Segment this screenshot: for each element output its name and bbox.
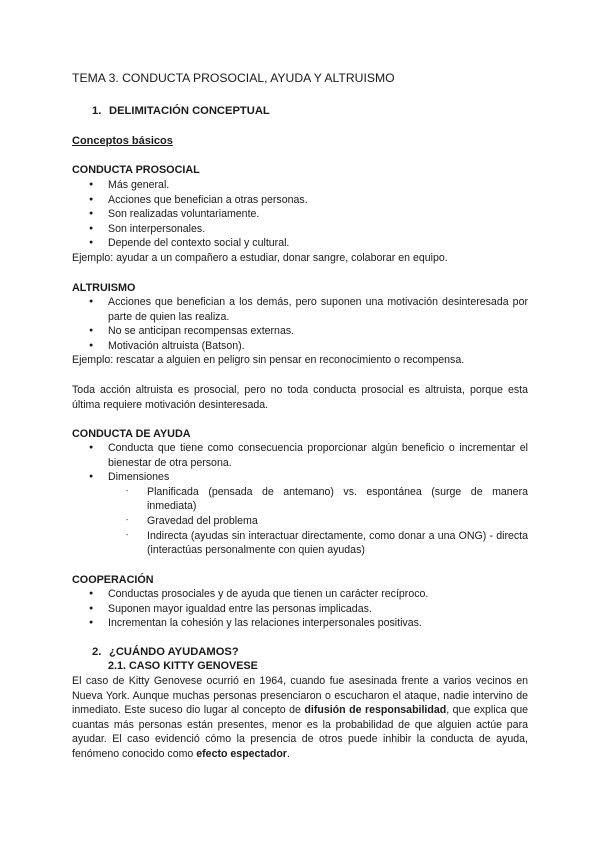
section-1-heading (92, 104, 270, 119)
list-item: - Gravedad del problema (72, 514, 528, 529)
prosocial-list (72, 178, 528, 251)
altruismo-list (72, 295, 528, 353)
cooperacion-list (72, 587, 528, 631)
section-2-label: ¿CUÁNDO AYUDAMOS? (109, 646, 239, 658)
list-item: ● Son realizadas voluntariamente. (72, 207, 528, 222)
section-2-1-heading: 2.1. CASO KITTY GENOVESE (108, 660, 258, 672)
list-item: ● Son interpersonales. (72, 222, 528, 237)
ayuda-list (72, 441, 528, 558)
list-item: ● Acciones que benefician a otras personas. (72, 193, 528, 208)
list-item: ● Más general. (72, 178, 528, 193)
altruismo-example: Ejemplo: rescatar a alguien en peligro sin pensar en reconocimiento o recompensa. (72, 354, 465, 366)
page-title: TEMA 3. CONDUCTA PROSOCIAL, AYUDA Y ALTRUISMO (72, 71, 395, 85)
altruismo-heading: ALTRUISMO (72, 282, 136, 294)
kitty-text-2: , que explica que cuantas más personas están presentes, menor es la probabilidad de que alguien actúe para ayudar. El caso evidenció cómo la presencia de otros puede inhibir la conducta de ayuda, fenómeno conocido como (72, 704, 529, 760)
prosocial-heading: CONDUCTA PROSOCIAL (72, 164, 200, 176)
basics-subheading: Conceptos básicos (72, 135, 173, 147)
list-item: ● Depende del contexto social y cultural. (72, 236, 528, 251)
dimensions-list (72, 485, 528, 558)
cooperacion-heading: COOPERACIÓN (72, 574, 154, 586)
altruism-note: Toda acción altruista es prosocial, pero no toda conducta prosocial es altruista, porque esta última requiere motivación desinteresada. (72, 384, 528, 411)
kitty-bold-2: efecto espectador (196, 747, 287, 760)
kitty-text-3: . (286, 747, 290, 760)
list-item: ● Suponen mayor igualdad entre las personas implicadas. (72, 602, 528, 617)
dimensions-label: Dimensiones (108, 471, 170, 484)
section-2-heading (92, 645, 239, 660)
list-item: ● Conducta que tiene como consecuencia proporcionar algún beneficio o incrementar el bienestar de otra persona. (72, 441, 528, 470)
list-item: ● Conductas prosociales y de ayuda que tienen un carácter recíproco. (72, 587, 528, 602)
list-item: ● Motivación altruista (Batson). (72, 339, 528, 354)
kitty-bold-1: difusión de responsabilidad (304, 704, 447, 717)
kitty-paragraph (72, 674, 528, 762)
list-item (72, 470, 528, 558)
section-1-label: DELIMITACIÓN CONCEPTUAL (109, 105, 270, 117)
list-item: ● No se anticipan recompensas externas. (72, 324, 528, 339)
prosocial-example: Ejemplo: ayudar a un compañero a estudiar, donar sangre, colaborar en equipo. (72, 252, 448, 264)
ayuda-heading: CONDUCTA DE AYUDA (72, 428, 191, 440)
list-item: ● Incrementan la cohesión y las relaciones interpersonales positivas. (72, 616, 528, 631)
kitty-text-1: El caso de Kitty Genovese ocurrió en 1964, cuando fue asesinada frente a varios vecinos en Nueva York. Aunque muchas personas presenciaron o escucharon el ataque, nadie intervino de inmediato. Este suceso dio lugar al concepto de (72, 675, 528, 717)
list-item: ● Acciones que benefician a los demás, pero suponen una motivación desinteresada por parte de quien las realiza. (72, 295, 528, 324)
list-item: - Planificada (pensada de antemano) vs. espontánea (surge de manera inmediata) (72, 485, 528, 514)
section-2-number: 2. (92, 646, 102, 658)
list-item: - Indirecta (ayudas sin interactuar directamente, como donar a una ONG) - directa (interactúas personalmente con quien ayudas) (72, 529, 528, 558)
section-1-number: 1. (92, 105, 102, 117)
